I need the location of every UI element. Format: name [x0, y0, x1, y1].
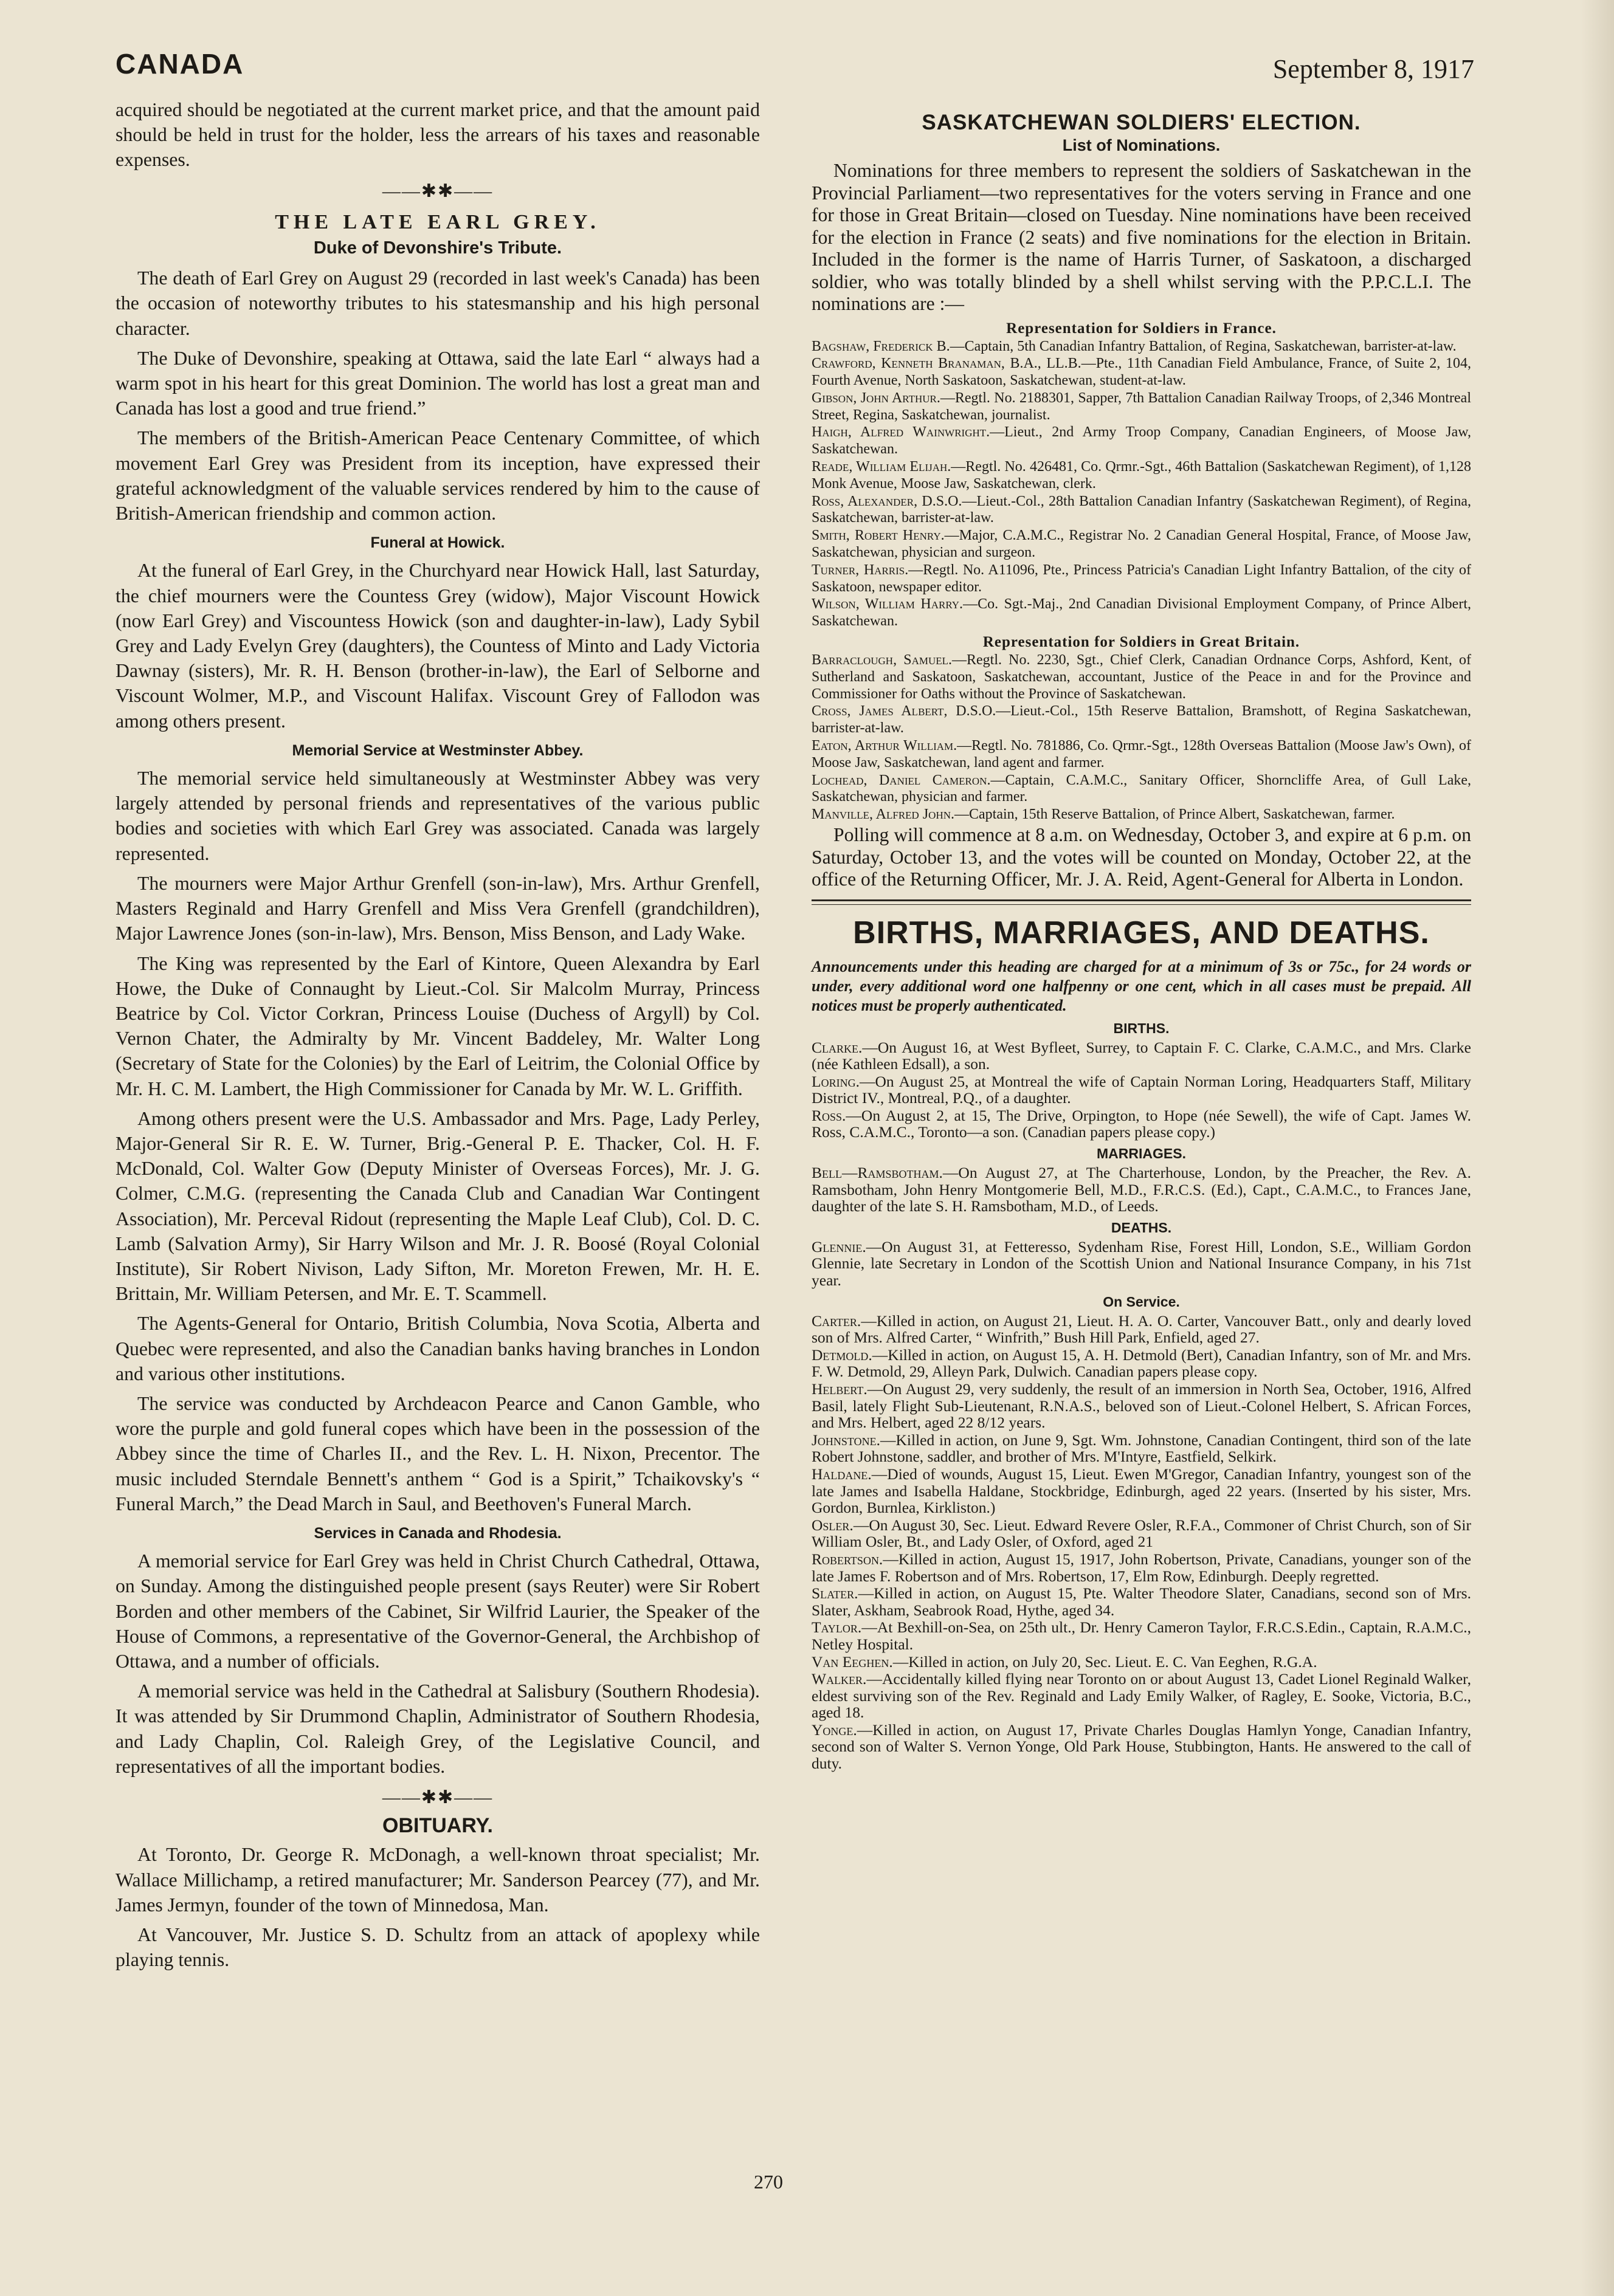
nomination-entry-text: —Regtl. No. 2230, Sgt., Chief Clerk, Canadian Ordnance Corps, Ashford, Kent, of Sutherland and Saskatoon, Saskatchewan, accountant, Justice of the Peace in and for the Province and Commissioner for Oaths without the Province of Saskatchewan. — [812, 652, 1471, 702]
on-service-notice-text: —Killed in action, on August 17, Private Charles Douglas Hamlyn Yonge, Canadian Infantry, second son of Walter S. Vernon Yonge, Old Park House, Stubbington, Hants. He answered to the call of duty. — [812, 1720, 1471, 1773]
paragraph: At the funeral of Earl Grey, in the Churchyard near Howick Hall, last Saturday, the chief mourners were the Countess Grey (widow), Major Viscount Howick (now Earl Grey) and Viscountess Howick (son and daughter-in-law), Lady Sybil Grey and Lady Evelyn Grey (daughters), the Countess of Minto and Lady Victoria Dawnay (sisters), Mr. R. H. Benson (brother-in-law), the Earl of Selborne and Viscount Wolmer, M.P., and Viscount Halifax. Viscount Grey of Fallodon was among others present. — [116, 560, 760, 732]
on-service-notice-text: —Killed in action, on August 21, Lieut. H. A. O. Carter, Vancouver Batt., only and dearly loved son of Mrs. Alfred Carter, “ Winfrith,” Bush Hill Park, Enfield, aged 27. — [812, 1311, 1471, 1347]
nomination-entry-name: Reade, William Elijah. — [812, 459, 951, 475]
nomination-entry — [812, 596, 1471, 630]
on-service-notice-name: Van Eeghen. — [812, 1652, 893, 1671]
paragraph: The Agents-General for Ontario, British Columbia, Nova Scotia, Alberta and Quebec were represented, and also the Canadian banks having branches in London and various other institutions. — [116, 1313, 760, 1384]
birth-notice — [812, 1073, 1471, 1107]
nomination-entry-text: —Lieut.-Col., 15th Reserve Battalion, Bramshott, of Regina Saskatchewan, barrister-at-law. — [812, 703, 1471, 737]
birth-notice — [812, 1039, 1471, 1073]
on-service-notice — [812, 1722, 1471, 1772]
subheading-france: Representation for Soldiers in France. — [1006, 320, 1277, 337]
nomination-entry-name: Lochead, Daniel Cameron. — [812, 772, 991, 788]
paragraph: Among others present were the U.S. Ambassador and Mrs. Page, Lady Perley, Major-General Sir R. E. W. Turner, Brig.-General P. E. Thacker, Col. H. F. McDonald, Col. Walter Gow (Deputy Minister of Overseas Forces), Mr. J. G. Colmer, C.M.G. (representing the Canada Club and Canadian War Contingent Association), Mr. Perceval Ridout (representing the Maple Leaf Club), Col. D. C. Lamb (Salvation Army), Sir Harry Wilson and Mr. J. R. Boosé (Royal Colonial Institute), Sir Robert Nivison, Lady Sifton, Mr. Moreton Frewen, Mr. H. E. Brittain, Mr. William Petersen, and Mr. E. T. Scammell. — [116, 1107, 760, 1305]
marriage-notice — [812, 1164, 1471, 1215]
death-notice-name: Glennie. — [812, 1237, 866, 1256]
on-service-list — [812, 1313, 1471, 1772]
paragraph: At Vancouver, Mr. Justice S. D. Schultz from an attack of apoplexy while playing tennis. — [116, 1924, 760, 1971]
paragraph: The service was conducted by Archdeacon Pearce and Canon Gamble, who wore the purple and gold funeral copes which have been in the possession of the Abbey since the time of Charles II., and the Rev. L. H. Nixon, Precentor. The music included Sterndale Bennett's anthem “ God is a Spirit,” Tchaikovsky's “ Funeral March,” the Dead March in Saul, and Beethoven's Funeral March. — [116, 1392, 760, 1514]
page-number: 270 — [754, 2171, 783, 2193]
on-service-notice — [812, 1585, 1471, 1618]
on-service-notice — [812, 1654, 1471, 1671]
nomination-entry-name: Eaton, Arthur William. — [812, 738, 957, 754]
on-service-notice — [812, 1313, 1471, 1346]
on-service-notice-text: —On August 30, Sec. Lieut. Edward Revere Osler, R.F.A., Commoner of Christ Church, son of Sir William Osler, Bt., and Lady Osler, of Oxford, aged 21 — [812, 1516, 1471, 1551]
birth-notice — [812, 1107, 1471, 1141]
section-separator: ——✱✱—— — [382, 1787, 494, 1807]
on-service-notice — [812, 1466, 1471, 1516]
nomination-entry-text: —Co. Sgt.-Maj., 2nd Canadian Divisional Employment Company, of Prince Albert, Saskatchewan. — [812, 596, 1471, 630]
subheading-britain: Representation for Soldiers in Great Britain. — [982, 634, 1300, 651]
nomination-entry-name: Haigh, Alfred Wainwright. — [812, 424, 990, 441]
on-service-notice — [812, 1671, 1471, 1721]
paragraph: Nominations for three members to represent the soldiers of Saskatchewan in the Provincial Parliament—two representatives for the voters serving in France and one for those in Great Britain—closed on Tuesday. Nine nominations have been received for the election in France (2 seats) and five nominations for the election in Britain. Included in the former is the name of Harris Turner, of Saskatoon, a discharged soldier, who was totally blinded by a shell whilst serving with the P.P.C.L.I. The nominations are :— — [812, 160, 1471, 314]
on-service-notice — [812, 1347, 1471, 1380]
nomination-entry-text: —Lieut.-Col., 28th Battalion Canadian Infantry (Saskatchewan Regiment), of Regina, Saskatchewan, barrister-at-law. — [812, 493, 1472, 526]
nomination-entry-name: Wilson, William Harry. — [812, 596, 964, 613]
on-service-notice — [812, 1619, 1471, 1652]
nomination-entry-name: Manville, Alfred John. — [812, 806, 955, 823]
paragraph: The death of Earl Grey on August 29 (recorded in last week's Canada) has been the occasion of noteworthy tributes to his statesmanship and his high personal character. — [116, 267, 760, 339]
nomination-entry-name: Barraclough, Samuel. — [812, 652, 953, 669]
nomination-entry-text: —Lieut., 2nd Army Troop Company, Canadian Engineers, of Moose Jaw, Saskatchewan. — [812, 424, 1471, 458]
nominations-britain — [812, 652, 1471, 823]
on-service-notice-text: —Accidentally killed flying near Toronto on or about August 13, Cadet Lionel Reginald Walker, eldest surviving son of the Rev. Reginald and Lady Emily Walker, of Ragley, E. Sooke, Victoria, B.C., aged 18. — [812, 1670, 1471, 1722]
death-notice-text: —On August 31, at Fetteresso, Sydenham Rise, Forest Hill, London, S.E., William Gordon Glennie, late Secretary in London of the Scottish Union and National Insurance Company, in his 71st year. — [812, 1237, 1471, 1290]
nomination-entry-name: Cross, James Albert, D.S.O. — [812, 703, 996, 720]
nomination-entry-text: —Captain, 5th Canadian Infantry Battalion, of Regina, Saskatchewan, barrister-at-law. — [950, 338, 1457, 354]
on-service-notice-name: Helbert. — [812, 1380, 867, 1398]
nomination-entry-text: —Captain, 15th Reserve Battalion, of Prince Albert, Saskatchewan, farmer. — [954, 806, 1395, 823]
on-service-notice-name: Carter. — [812, 1311, 861, 1330]
nomination-entry-name: Smith, Robert Henry. — [812, 528, 945, 544]
nomination-entry — [812, 339, 1471, 356]
on-service-notice-name: Robertson. — [812, 1550, 883, 1568]
paragraph: At Toronto, Dr. George R. McDonagh, a well-known throat specialist; Mr. Wallace Millichamp, a retired manufacturer; Mr. Sanderson Pearcey (77), and Mr. James Jermyn, founder of the town of Minnedosa, Man. — [116, 1844, 760, 1916]
nomination-entry — [812, 738, 1471, 772]
marriage-notice-name: Bell—Ramsbotham. — [812, 1164, 943, 1182]
on-service-notice-name: Haldane. — [812, 1465, 872, 1483]
article-subtitle-nominations: List of Nominations. — [1062, 136, 1221, 154]
nomination-entry-name: Turner, Harris. — [812, 562, 909, 578]
nomination-entry — [812, 459, 1471, 493]
nomination-entry-name: Gibson, John Arthur. — [812, 390, 940, 406]
on-service-notice-name: Johnstone. — [812, 1431, 880, 1449]
nomination-entry-name: Bagshaw, Frederick B. — [812, 338, 950, 354]
birth-notice-name: Loring. — [812, 1072, 860, 1090]
page-edge-shadow — [1581, 0, 1614, 2296]
on-service-heading: On Service. — [1103, 1293, 1180, 1310]
on-service-notice-name: Detmold. — [812, 1346, 872, 1364]
on-service-notice-text: —Died of wounds, August 15, Lieut. Ewen M'Gregor, Canadian Infantry, youngest son of the late James and Isabella Haldane, Stockbridge, Edinburgh, aged 22 years. (Inserted by his sister, Mrs. Gordon, Burnlea, Kirkliston.) — [812, 1465, 1471, 1517]
on-service-notice-text: —Killed in action, on July 20, Sec. Lieut. E. C. Van Eeghen, R.G.A. — [892, 1652, 1317, 1671]
nomination-entry — [812, 703, 1471, 737]
birth-notice-name: Ross. — [812, 1106, 846, 1124]
death-notice — [812, 1239, 1471, 1289]
nomination-entry — [812, 356, 1471, 390]
subheading-memorial: Memorial Service at Westminster Abbey. — [292, 741, 584, 759]
birth-notice-name: Clarke. — [812, 1038, 863, 1056]
marriages-list — [812, 1164, 1471, 1215]
on-service-notice-name: Slater. — [812, 1584, 858, 1603]
on-service-notice-text: —Killed in action, on August 15, Pte. Walter Theodore Slater, Canadians, second son of Mrs. Slater, Askham, Seabrook Road, Hythe, aged 34. — [812, 1584, 1471, 1619]
paragraph-polling: Polling will commence at 8 a.m. on Wednesday, October 3, and expire at 6 p.m. on Saturday, October 13, and the votes will be counted on Monday, October 22, at the office of the Returning Officer, Mr. J. A. Reid, Agent-General for Alberta in London. — [812, 824, 1471, 890]
on-service-notice — [812, 1432, 1471, 1465]
article-subtitle-devonshire: Duke of Devonshire's Tribute. — [313, 238, 562, 258]
on-service-notice-name: Taylor. — [812, 1618, 862, 1637]
obituary-title: OBITUARY. — [382, 1814, 493, 1838]
nomination-entry-text: —Major, C.A.M.C., Registrar No. 2 Canadian General Hospital, France, of Moose Jaw, Saskatchewan, physician and surgeon. — [812, 528, 1471, 561]
nomination-entry-text: —Regtl. No. A11096, Pte., Princess Patricia's Canadian Light Infantry Battalion, of the city of Saskatoon, newspaper editor. — [812, 562, 1471, 595]
marriages-heading: MARRIAGES. — [1097, 1146, 1186, 1162]
nomination-entry-text: —Captain, C.A.M.C., Sanitary Officer, Shorncliffe Area, of Gull Lake, Saskatchewan, physician and farmer. — [812, 772, 1471, 805]
nomination-entry — [812, 562, 1471, 596]
on-service-notice — [812, 1381, 1471, 1431]
nomination-entry — [812, 390, 1471, 424]
on-service-notice-name: Yonge. — [812, 1720, 857, 1739]
nomination-entry — [812, 652, 1471, 703]
on-service-notice-name: Walker. — [812, 1670, 867, 1688]
paragraph: The mourners were Major Arthur Grenfell (son-in-law), Mrs. Arthur Grenfell, Masters Reginald and Harry Grenfell and Miss Vera Grenfell (grandchildren), Major Lawrence Jones (son-in-law), Mrs. Benson, Miss Benson, and Lady Wake. — [116, 872, 760, 944]
marriage-notice-text: —On August 27, at The Charterhouse, London, by the Preacher, the Rev. A. Ramsbotham, John Henry Montgomerie Bell, M.D., F.R.C.S. (Ed.), Capt., C.A.M.C., to Frances Jane, daughter of the late S. H. Ramsbotham, M.D., of Leeds. — [812, 1164, 1471, 1215]
nomination-entry-text: —Pte., 11th Canadian Field Ambulance, France, of Suite 2, 104, Fourth Avenue, North Saskatoon, Saskatchewan, student-at-law. — [812, 356, 1471, 389]
nomination-entry — [812, 493, 1471, 528]
paragraph: The memorial service held simultaneously at Westminster Abbey was very largely attended by personal friends and representatives of the various public bodies and societies with which Earl Grey was associated. Canada was largely represented. — [116, 768, 760, 864]
paragraph: A memorial service for Earl Grey was held in Christ Church Cathedral, Ottawa, on Sunday. Among the distinguished people present (says Reuter) were Sir Robert Borden and other members of the Cabinet, Sir Wilfrid Laurier, the Speaker of the House of Commons, a representative of the Governor-General, the Archbishop of Ottawa, and a number of officials. — [116, 1550, 760, 1672]
on-service-notice-text: —On August 29, very suddenly, the result of an immersion in North Sea, October, 1916, Alfred Basil, lately Flight Sub-Lieutenant, R.N.A.S., beloved son of Lieut.-Colonel Helbert, S. African Forces, and Mrs. Helbert, aged 22 8/12 years. — [812, 1380, 1471, 1432]
left-column — [116, 97, 760, 1977]
publication-title: CANADA — [116, 48, 244, 80]
article-title-earl-grey: THE LATE EARL GREY. — [275, 210, 601, 233]
paragraph: The members of the British-American Peace Centenary Committee, of which movement Earl Grey was President from its inception, have expressed their grateful acknowledgment of the valuable services rendered by him to the cause of British-American friendship and common action. — [116, 427, 760, 524]
double-rule-divider — [812, 899, 1471, 905]
article-title-saskatchewan: SASKATCHEWAN SOLDIERS' ELECTION. — [922, 111, 1361, 134]
section-separator: ——✱✱—— — [382, 180, 494, 201]
on-service-notice — [812, 1551, 1471, 1584]
nomination-entry — [812, 424, 1471, 458]
birth-notice-text: —On August 2, at 15, The Drive, Orpington, to Hope (née Sewell), the wife of Capt. James W. Ross, C.A.M.C., Toronto—a son. (Canadian papers please copy.) — [812, 1106, 1471, 1141]
paragraph: A memorial service was held in the Cathedral at Salisbury (Southern Rhodesia). It was attended by Sir Drummond Chaplin, Administrator of Southern Rhodesia, and Lady Chaplin, Col. Raleigh Grey, of the Legislative Council, and representatives of all the important bodies. — [116, 1680, 760, 1777]
bmd-intro: Announcements under this heading are charged for at a minimum of 3s or 75c., for 24 words or under, every additional word one halfpenny or one cent, which in all cases must be prepaid. All notices must be properly authenticated. — [812, 957, 1471, 1014]
nomination-entry — [812, 806, 1471, 823]
subheading-services: Services in Canada and Rhodesia. — [314, 1524, 562, 1542]
nominations-france — [812, 339, 1471, 631]
nomination-entry — [812, 528, 1471, 562]
bmd-title: BIRTHS, MARRIAGES, AND DEATHS. — [853, 915, 1430, 950]
on-service-notice-text: —Killed in action, on June 9, Sgt. Wm. Johnstone, Canadian Contingent, third son of the late Robert Johnstone, saddler, and brother of Mrs. M'Intyre, Eastfield, Selkirk. — [812, 1431, 1471, 1466]
nomination-entry-name: Crawford, Kenneth Branaman, B.A., LL.B. — [812, 356, 1081, 372]
deaths-list — [812, 1239, 1471, 1289]
nomination-entry-text: —Regtl. No. 781886, Co. Qrmr.-Sgt., 128th Overseas Battalion (Moose Jaw's Own), of Moose Jaw, Saskatchewan, land agent and farmer. — [812, 738, 1471, 771]
issue-date: September 8, 1917 — [1272, 54, 1474, 84]
paragraph: The Duke of Devonshire, speaking at Ottawa, said the late Earl “ always had a warm spot in his heart for this great Dominion. The world has lost a great man and Canada has lost a good and true friend.” — [116, 347, 760, 419]
on-service-notice-text: —Killed in action, on August 15, A. H. Detmold (Bert), Canadian Infantry, son of Mr. and Mrs. F. W. Detmold, 29, Alleyn Park, Dulwich. Canadian papers please copy. — [812, 1346, 1471, 1381]
paragraph: The King was represented by the Earl of Kintore, Queen Alexandra by Earl Howe, the Duke of Connaught by Lieut.-Col. Sir Malcolm Murray, Princess Beatrice by Col. Victor Corkran, Princess Louise (Duchess of Argyll) by Col. Vernon Chater, the Admiralty by Mr. Vincent Baddeley, Mr. Walter Long (Secretary of State for the Colonies) by the Earl of Leitrim, the Colonial Office by Mr. H. C. M. Lambert, the High Commissioner for Canada by Mr. W. L. Griffith. — [116, 952, 760, 1099]
nomination-entry-text: —Regtl. No. 426481, Co. Qrmr.-Sgt., 46th Battalion (Saskatchewan Regiment), of 1,128 Monk Avenue, Moose Jaw, Saskatchewan, clerk. — [812, 459, 1471, 492]
continued-paragraph: acquired should be negotiated at the current market price, and that the amount paid should be held in trust for the holder, less the arrears of his taxes and reasonable expenses. — [116, 99, 760, 171]
birth-notice-text: —On August 25, at Montreal the wife of Captain Norman Loring, Headquarters Staff, Military District IV., Montreal, P.Q., of a daughter. — [812, 1072, 1471, 1107]
deaths-heading: DEATHS. — [1111, 1219, 1172, 1236]
on-service-notice-name: Osler. — [812, 1516, 854, 1534]
births-heading: BIRTHS. — [1113, 1020, 1170, 1036]
nomination-entry-text: —Regtl. No. 2188301, Sapper, 7th Battalion Canadian Railway Troops, of 2,346 Montreal Street, Regina, Saskatchewan, journalist. — [812, 390, 1471, 423]
on-service-notice-text: —Killed in action, August 15, 1917, John Robertson, Private, Canadians, younger son of the late James F. Robertson and of Mrs. Robertson, 17, Elm Row, Edinburgh. Deeply regretted. — [812, 1550, 1471, 1585]
birth-notice-text: —On August 16, at West Byfleet, Surrey, to Captain F. C. Clarke, C.A.M.C., and Mrs. Clarke (née Kathleen Edsall), a son. — [812, 1038, 1471, 1073]
subheading-funeral: Funeral at Howick. — [370, 534, 505, 552]
births-list — [812, 1039, 1471, 1141]
nomination-entry-name: Ross, Alexander, D.S.O. — [812, 493, 962, 509]
right-column — [812, 97, 1471, 1773]
on-service-notice-text: —At Bexhill-on-Sea, on 25th ult., Dr. Henry Cameron Taylor, F.R.C.S.Edin., Captain, R.A.M.C., Netley Hospital. — [812, 1618, 1471, 1653]
on-service-notice — [812, 1517, 1471, 1550]
nomination-entry — [812, 772, 1471, 806]
